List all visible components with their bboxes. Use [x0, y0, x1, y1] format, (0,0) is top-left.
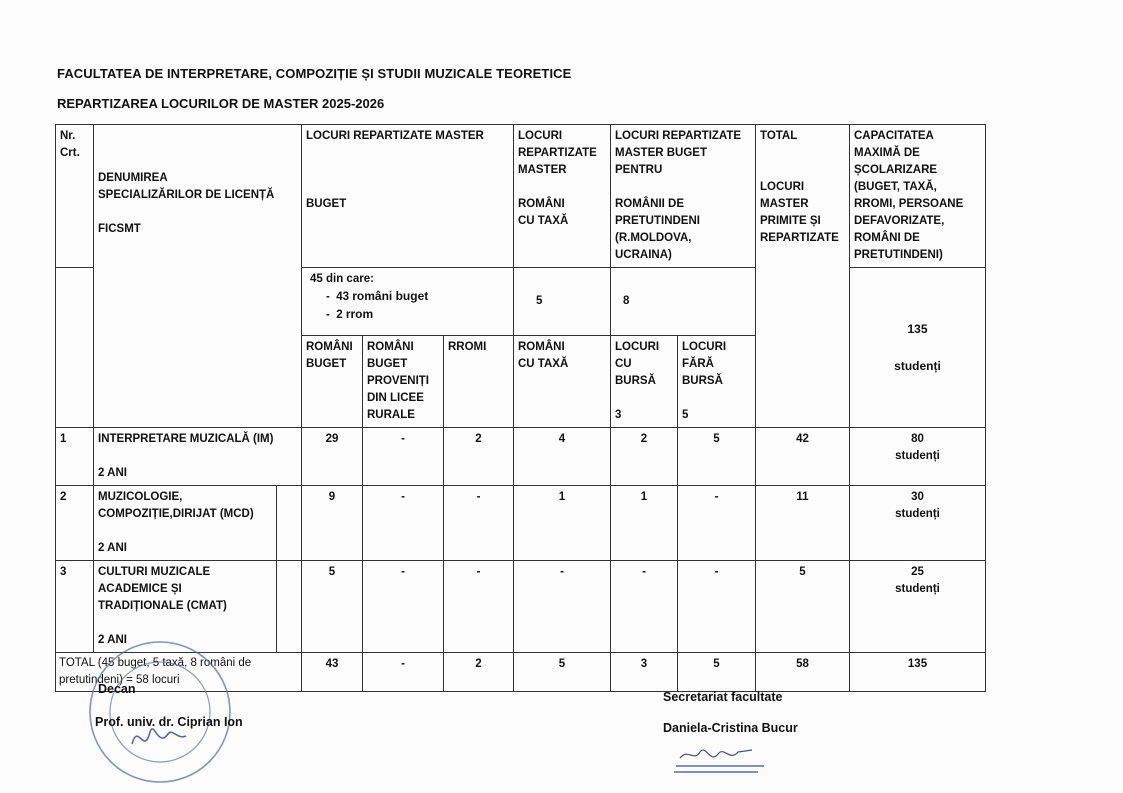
col-total-header: TOTAL LOCURI MASTER PRIMITE ȘI REPARTIZATE	[756, 125, 850, 428]
row-cu-bursa: 2	[611, 428, 678, 486]
row-fara-bursa: -	[678, 561, 756, 653]
total-fara-bursa: 5	[678, 653, 756, 692]
col-capacitate-header: CAPACITATEA MAXIMĂ DE ȘCOLARIZARE (BUGET, TAXĂ, RROMI, PERSOANE DEFAVORIZATE, ROMÂNI DE PRETUTINDENI)	[850, 125, 986, 268]
col-pretutindeni-header: LOCURI REPARTIZATE MASTER BUGET PENTRU ROMÂNII DE PRETUTINDENI (R.MOLDOVA, UCRAINA)	[611, 125, 756, 268]
row-licee-rurale: -	[363, 561, 444, 653]
col-nr-header: Nr. Crt.	[56, 125, 94, 268]
col-buget-header: LOCURI REPARTIZATE MASTER BUGET	[302, 125, 514, 268]
row-specialization: INTERPRETARE MUZICALĂ (IM) 2 ANI	[94, 428, 302, 486]
row-romani-buget: 5	[302, 561, 363, 653]
row-specialization: MUZICOLOGIE, COMPOZIȚIE,DIRIJAT (MCD) 2 ANI	[94, 486, 277, 561]
sub-locuri-cu-bursa: LOCURI CU BURSĂ 3	[611, 336, 678, 428]
sub-romani-cu-taxa: ROMÂNI CU TAXĂ	[514, 336, 611, 428]
total-capacity: 135	[850, 653, 986, 692]
row-rromi: -	[444, 561, 514, 653]
row-romani-buget: 29	[302, 428, 363, 486]
total-licee-rurale: -	[363, 653, 444, 692]
row-nr: 3	[56, 561, 94, 653]
nr-blank-cell	[56, 268, 94, 428]
total-cu-taxa: 5	[514, 653, 611, 692]
buget-total-line: 45 din care:	[310, 273, 374, 285]
pretutindeni-summary: 8	[611, 268, 756, 336]
capacity-unit: studenți	[894, 358, 941, 373]
row-total: 5	[756, 561, 850, 653]
row-rromi: 2	[444, 428, 514, 486]
row-total: 42	[756, 428, 850, 486]
row-total: 11	[756, 486, 850, 561]
taxa-summary: 5	[514, 268, 611, 336]
buget-rrom-count: 2	[336, 309, 343, 321]
row-capacity: 25 studenți	[850, 561, 986, 653]
buget-romani-count: 43	[336, 291, 350, 303]
total-total: 58	[756, 653, 850, 692]
header-row	[56, 125, 986, 268]
faculty-stamp	[80, 636, 240, 788]
sub-rromi: RROMI	[444, 336, 514, 428]
row-licee-rurale: -	[363, 486, 444, 561]
col-denumire-header: DENUMIREA SPECIALIZĂRILOR DE LICENȚĂ FICSMT	[94, 125, 302, 428]
row-cu-bursa: -	[611, 561, 678, 653]
row-cu-taxa: 4	[514, 428, 611, 486]
buget-rrom-text: rrom	[345, 307, 374, 321]
col-taxa-header: LOCURI REPARTIZATE MASTER ROMÂNI CU TAXĂ	[514, 125, 611, 268]
table-row	[56, 428, 986, 486]
row-licee-rurale: -	[363, 428, 444, 486]
row-rromi: -	[444, 486, 514, 561]
sub-romani-buget: ROMÂNI BUGET	[302, 336, 363, 428]
dean-name: Prof. univ. dr. Ciprian Ion	[95, 715, 243, 729]
capacity-number: 135	[907, 321, 928, 336]
row-capacity: 30 studenți	[850, 486, 986, 561]
row-fara-bursa: -	[678, 486, 756, 561]
buget-summary: 45 din care: - 43 români buget - 2 rrom	[302, 268, 514, 336]
row-spacer	[277, 486, 302, 561]
row-capacity: 80 studenți	[850, 428, 986, 486]
total-romani-buget: 43	[302, 653, 363, 692]
row-nr: 1	[56, 428, 94, 486]
total-label: TOTAL (45 buget, 5 taxă, 8 români de pretutindeni) = 58 locuri	[56, 653, 302, 692]
row-cu-taxa: -	[514, 561, 611, 653]
capacity-summary	[850, 268, 986, 428]
secretariat-title: Secretariat facultate	[663, 690, 783, 704]
dean-title: Decan	[98, 682, 136, 696]
buget-romani-text: români buget	[352, 289, 429, 303]
secretariat-name: Daniela-Cristina Bucur	[663, 721, 798, 735]
row-specialization: CULTURI MUZICALE ACADEMICE ȘI TRADIȚIONALE (CMAT) 2 ANI	[94, 561, 277, 653]
row-cu-taxa: 1	[514, 486, 611, 561]
document-title: FACULTATEA DE INTERPRETARE, COMPOZIȚIE ȘI STUDII MUZICALE TEORETICE	[57, 66, 572, 81]
total-cu-bursa: 3	[611, 653, 678, 692]
row-spacer	[277, 561, 302, 653]
sub-locuri-fara-bursa: LOCURI FĂRĂ BURSĂ 5	[678, 336, 756, 428]
row-fara-bursa: 5	[678, 428, 756, 486]
row-romani-buget: 9	[302, 486, 363, 561]
allocation-table	[55, 124, 986, 692]
table-row	[56, 486, 986, 561]
total-rromi: 2	[444, 653, 514, 692]
sub-licee-rurale: ROMÂNI BUGET PROVENIȚI DIN LICEE RURALE	[363, 336, 444, 428]
row-nr: 2	[56, 486, 94, 561]
secretary-signature	[672, 742, 772, 778]
document-subtitle: REPARTIZAREA LOCURILOR DE MASTER 2025-2026	[57, 96, 385, 111]
row-cu-bursa: 1	[611, 486, 678, 561]
